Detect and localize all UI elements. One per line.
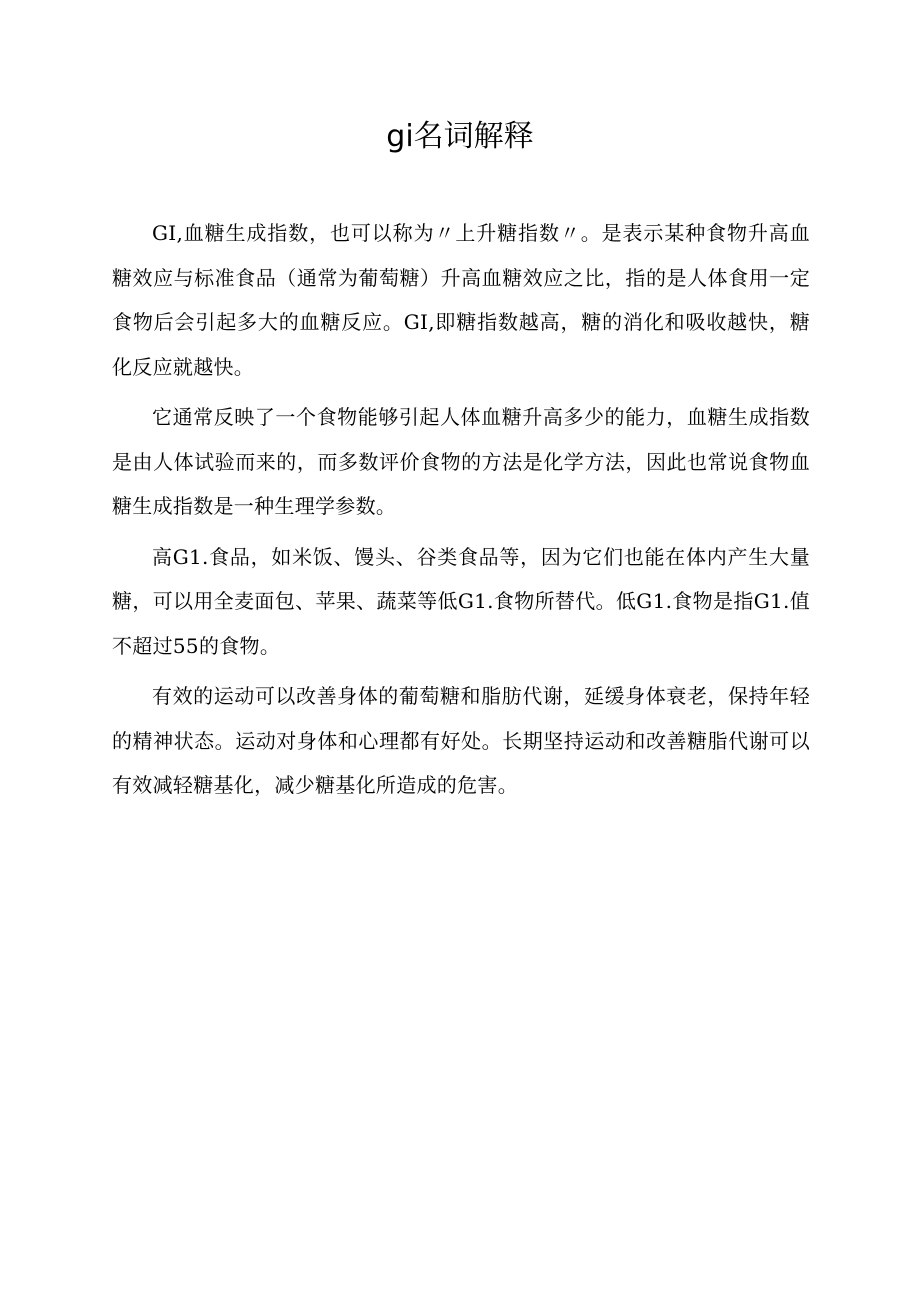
paragraph-gi-definition: GI,血糖生成指数，也可以称为〃上升糖指数〃。是表示某种食物升高血糖效应与标准食品（通常为葡萄糖）升高血糖效应之比，指的是人体食用一定食物后会引起多大的血糖反应。GI,即糖指数越高，糖的消化和吸收越快，糖化反应就越快。 bbox=[112, 221, 810, 379]
paragraph-high-low-gi-foods: 高G1.食品，如米饭、馒头、谷类食品等，因为它们也能在体内产生大量糖，可以用全麦面包、苹果、蔬菜等低G1.食物所替代。低G1.食物是指G1.值不超过55的食物。 bbox=[112, 544, 810, 658]
document-body bbox=[112, 211, 810, 814]
paragraph-gi-ability: 它通常反映了一个食物能够引起人体血糖升高多少的能力，血糖生成指数是由人体试验而来的，而多数评价食物的方法是化学方法，因此也常说食物血糖生成指数是一种生理学参数。 bbox=[112, 405, 810, 518]
document-title: gi名词解释 bbox=[386, 119, 534, 154]
paragraph-exercise-benefits: 有效的运动可以改善身体的葡萄糖和脂肪代谢，延缓身体衰老，保持年轻的精神状态。运动对身体和心理都有好处。长期坚持运动和改善糖脂代谢可以有效减轻糖基化，减少糖基化所造成的危害。 bbox=[112, 684, 810, 797]
